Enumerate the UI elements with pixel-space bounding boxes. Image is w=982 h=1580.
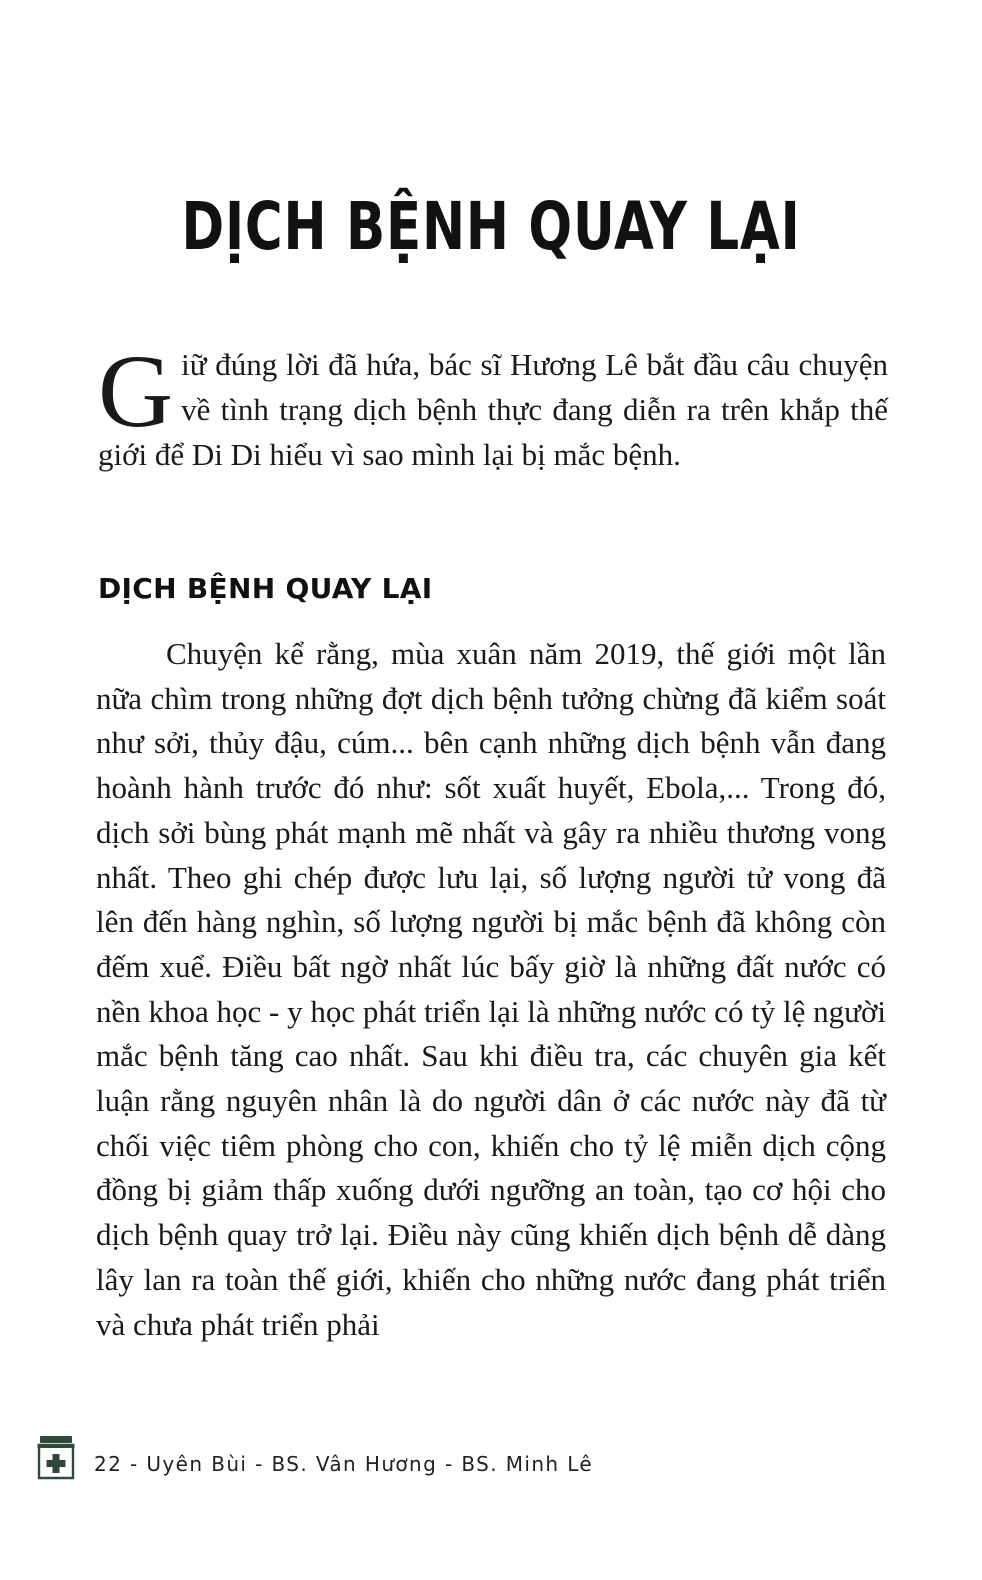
medicine-jar-icon (36, 1434, 76, 1480)
section-heading: DỊCH BỆNH QUAY LẠI (98, 572, 433, 605)
chapter-title: DỊCH BỆNH QUAY LẠI (181, 188, 801, 265)
footer-page-info: 22 - Uyên Bùi - BS. Vân Hương - BS. Minh Lê (94, 1452, 594, 1476)
body-text: Chuyện kể rằng, mùa xuân năm 2019, thế giới một lần nữa chìm trong những đợt dịch bệnh tưởng chừng đã kiểm soát như sởi, thủy đậu, cúm... bên cạnh những dịch bệnh vẫn đang hoành hành trước đó như: sốt xuất huyết, Ebola,... Trong đó, dịch sởi bùng phát mạnh mẽ nhất và gây ra nhiều thương vong nhất. Theo ghi chép được lưu lại, số lượng người tử vong đã lên đến hàng nghìn, số lượng người bị mắc bệnh đã không còn đếm xuể. Điều bất ngờ nhất lúc bấy giờ là những đất nước có nền khoa học - y học phát triển lại là những nước có tỷ lệ người mắc bệnh tăng cao nhất. Sau khi điều tra, các chuyên gia kết luận rằng nguyên nhân là do người dân ở các nước này đã từ chối việc tiêm phòng cho con, khiến cho tỷ lệ miễn dịch cộng đồng bị giảm thấp xuống dưới ngưỡng an toàn, tạo cơ hội cho dịch bệnh quay trở lại. Điều này cũng khiến dịch bệnh dễ dàng lây lan ra toàn thế giới, khiến cho những nước đang phát triển và chưa phát triển phải (96, 636, 886, 1342)
drop-cap: G (98, 334, 174, 449)
body-paragraph (96, 632, 886, 1347)
intro-text: iữ đúng lời đã hứa, bác sĩ Hương Lê bắt đầu câu chuyện về tình trạng dịch bệnh thực đang diễn ra trên khắp thế giới để Di Di hiểu vì sao mình lại bị mắc bệnh. (98, 347, 888, 472)
page-footer (36, 1434, 593, 1480)
intro-paragraph (98, 334, 888, 477)
